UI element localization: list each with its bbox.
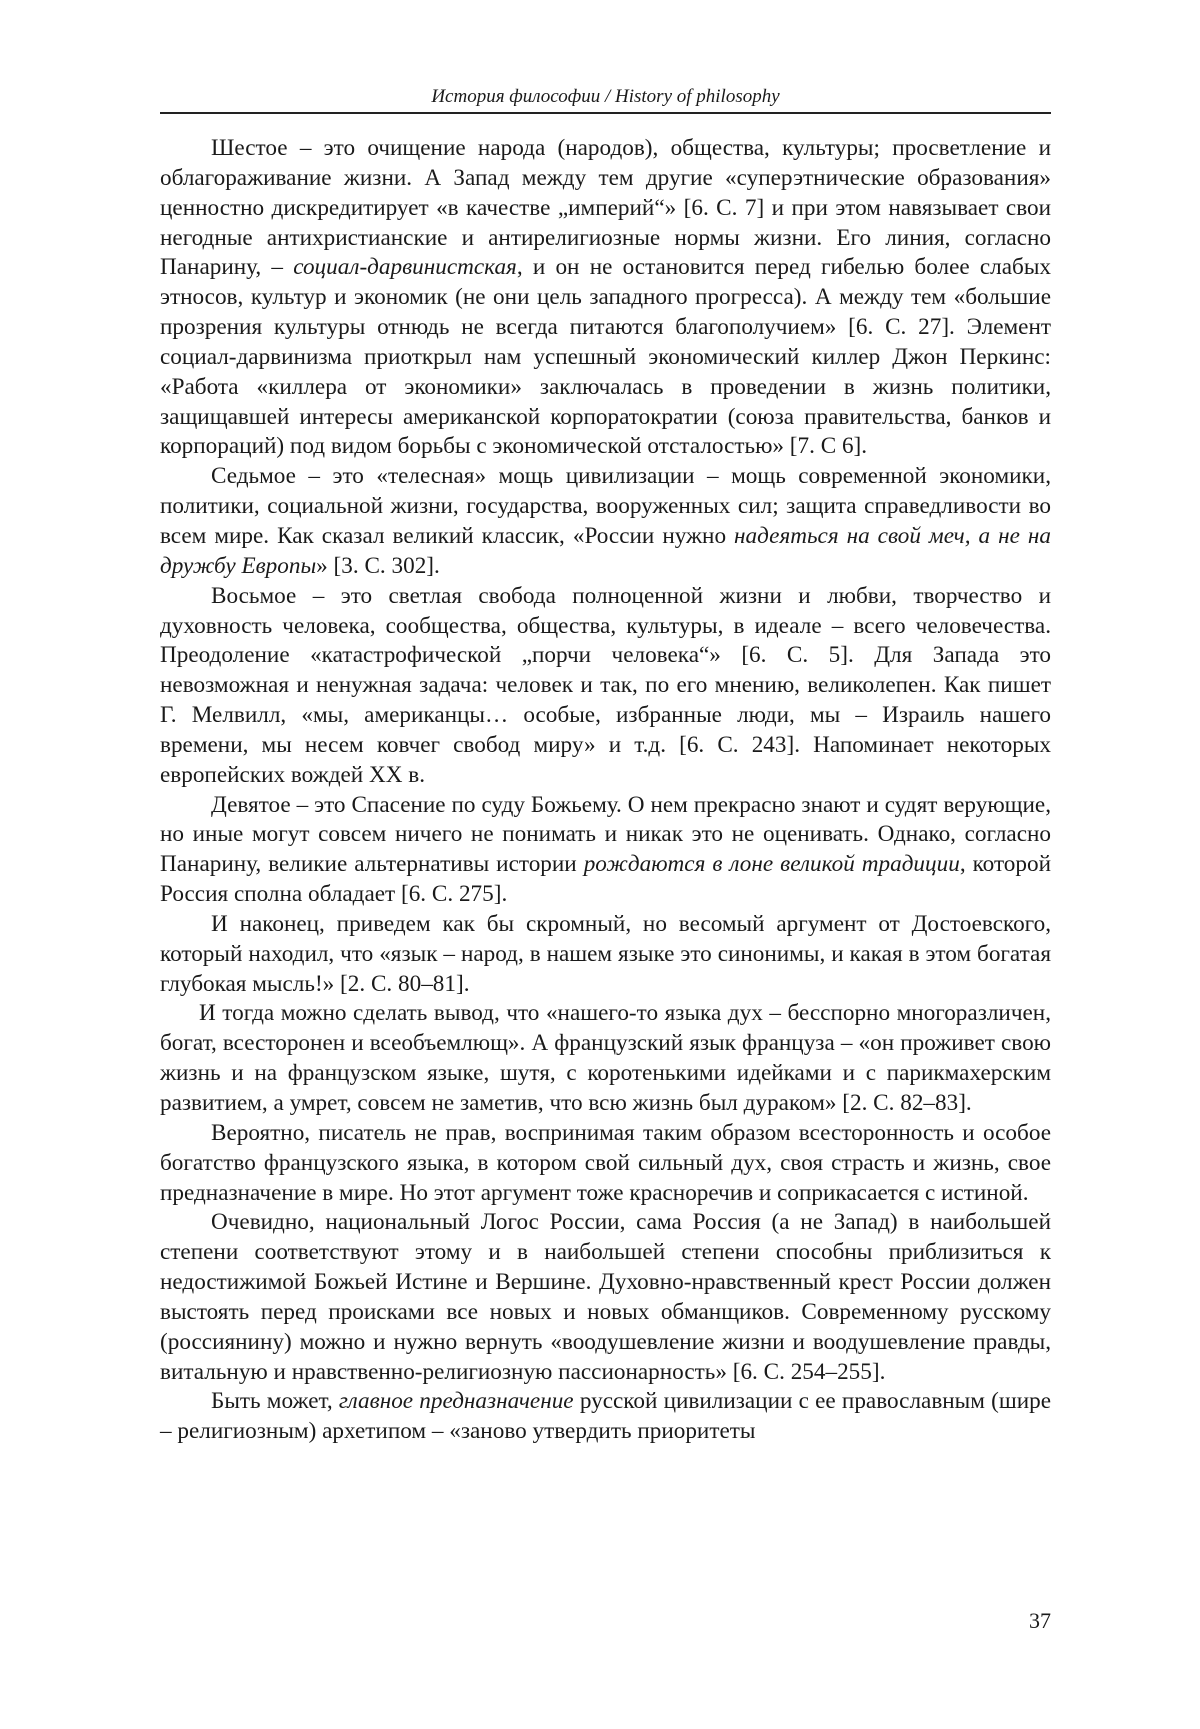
paragraph-seventh: Седьмое – это «телесная» мощь цивилизации – мощь современной экономики, политики, социальной жизни, государства, вооруженных сил; защита справедливости во всем мире. Как сказал великий классик, «России нужно надеяться на свой меч, а не на дружбу Европы» [3. С. 302]. — [160, 463, 1051, 579]
paragraph-obviously: Очевидно, национальный Логос России, сама Россия (а не Запад) в наибольшей степени соответствуют этому и в наибольшей степени способны приблизиться к недостижимой Божьей Истине и Вершине. Духовно-нравственный крест России должен выстоять перед происками все новых и новых обманщиков. Современному русскому (россиянину) можно и нужно вернуть «воодушевление жизни и воодушевление правды, витальную и нравственно-религиозную пассионарность» [6. С. 254–255]. — [160, 1209, 1051, 1385]
italic-phrase: социал-дарвинистская — [293, 254, 517, 281]
header-rule — [160, 112, 1051, 114]
paragraph-conclusion: И тогда можно сделать вывод, что «нашего-то языка дух – бесспорно многоразличен, богат, всесторонен и всеобъемлющ». А французский язык француза – «он проживет свою жизнь и на французском языке, шутя, с коротенькими идейками и с парикмахерским развитием, а умрет, совсем не заметив, что всю жизнь был дураком» [2. С. 82–83]. — [160, 1000, 1051, 1116]
page-number: 37 — [1029, 1608, 1051, 1633]
paragraph-purpose: Быть может, главное предназначение русской цивилизации с ее православным (шире – религиозным) архетипом – «заново утвердить приоритеты — [160, 1388, 1052, 1445]
paragraph-sixth: Шестое – это очищение народа (народов), общества, культуры; просветление и облагораживание жизни. А Запад между тем другие «суперэтнические образования» ценностно дискредитирует «в качестве „империй“» [6. С. 7] и при этом навязывает свои негодные антихристианские и антирелигиозные нормы жизни. Его линия, согласно Панарину, – социал-дарвинистская, и он не остановится перед гибелью более слабых этносов, культур и экономик (не они цель западного прогресса). А между тем «большие прозрения культуры отнюдь не всегда питаются благополучием» [6. С. 27]. Элемент социал-дарвинизма приоткрыл нам успешный экономический киллер Джон Перкинс: «Работа «киллера от экономики» заключалась в проведении в жизнь политики, защищавшей интересы американской корпоратократии (союза правительства, банков и корпораций) под видом борьбы с экономической отсталостью» [7. С 6]. — [160, 135, 1051, 460]
running-head: История философии / History of philosophy — [431, 86, 780, 107]
paragraph-dostoevsky: И наконец, приведем как бы скромный, но весомый аргумент от Достоевского, который находил, что «язык – народ, в нашем языке это синонимы, и какая в этом богатая глубокая мысль!» [2. С. 80–81]. — [160, 910, 1051, 997]
paragraph-probably: Вероятно, писатель не прав, воспринимая таким образом всесторонность и особое богатство французского языка, в котором свой сильный дух, своя страсть и жизнь, свое предназначение в мире. Но этот аргумент тоже красноречив и соприкасается с истиной. — [160, 1119, 1051, 1206]
paragraph-ninth: Девятое – это Спасение по суду Божьему. О нем прекрасно знают и судят верующие, но иные могут совсем ничего не понимать и никак это не оценивать. Однако, согласно Панарину, великие альтернативы истории рождаются в лоне великой традиции, которой Россия сполна обладает [6. С. 275]. — [160, 791, 1051, 908]
italic-phrase: надеяться на свой меч, а не на дружбу Европы — [160, 522, 1051, 579]
italic-phrase: рождаются в лоне великой традиции — [583, 851, 960, 878]
paragraph-eighth: Восьмое – это светлая свобода полноценной жизни и любви, творчество и духовность человека, сообщества, общества, культуры, в идеале – всего человечества. Преодоление «катастрофической „порчи человека“» [6. С. 5]. Для Запада это невозможная и ненужная задача: человек и так, по его мнению, великолепен. Как пишет Г. Мелвилл, «мы, американцы… особые, избранные люди, мы – Израиль нашего времени, мы несем ковчег свобод миру» и т.д. [6. С. 243]. Напоминает некоторых европейских вождей XX в. — [160, 582, 1051, 788]
italic-phrase: главное предназначение — [338, 1388, 574, 1415]
body-text — [160, 134, 1051, 1447]
